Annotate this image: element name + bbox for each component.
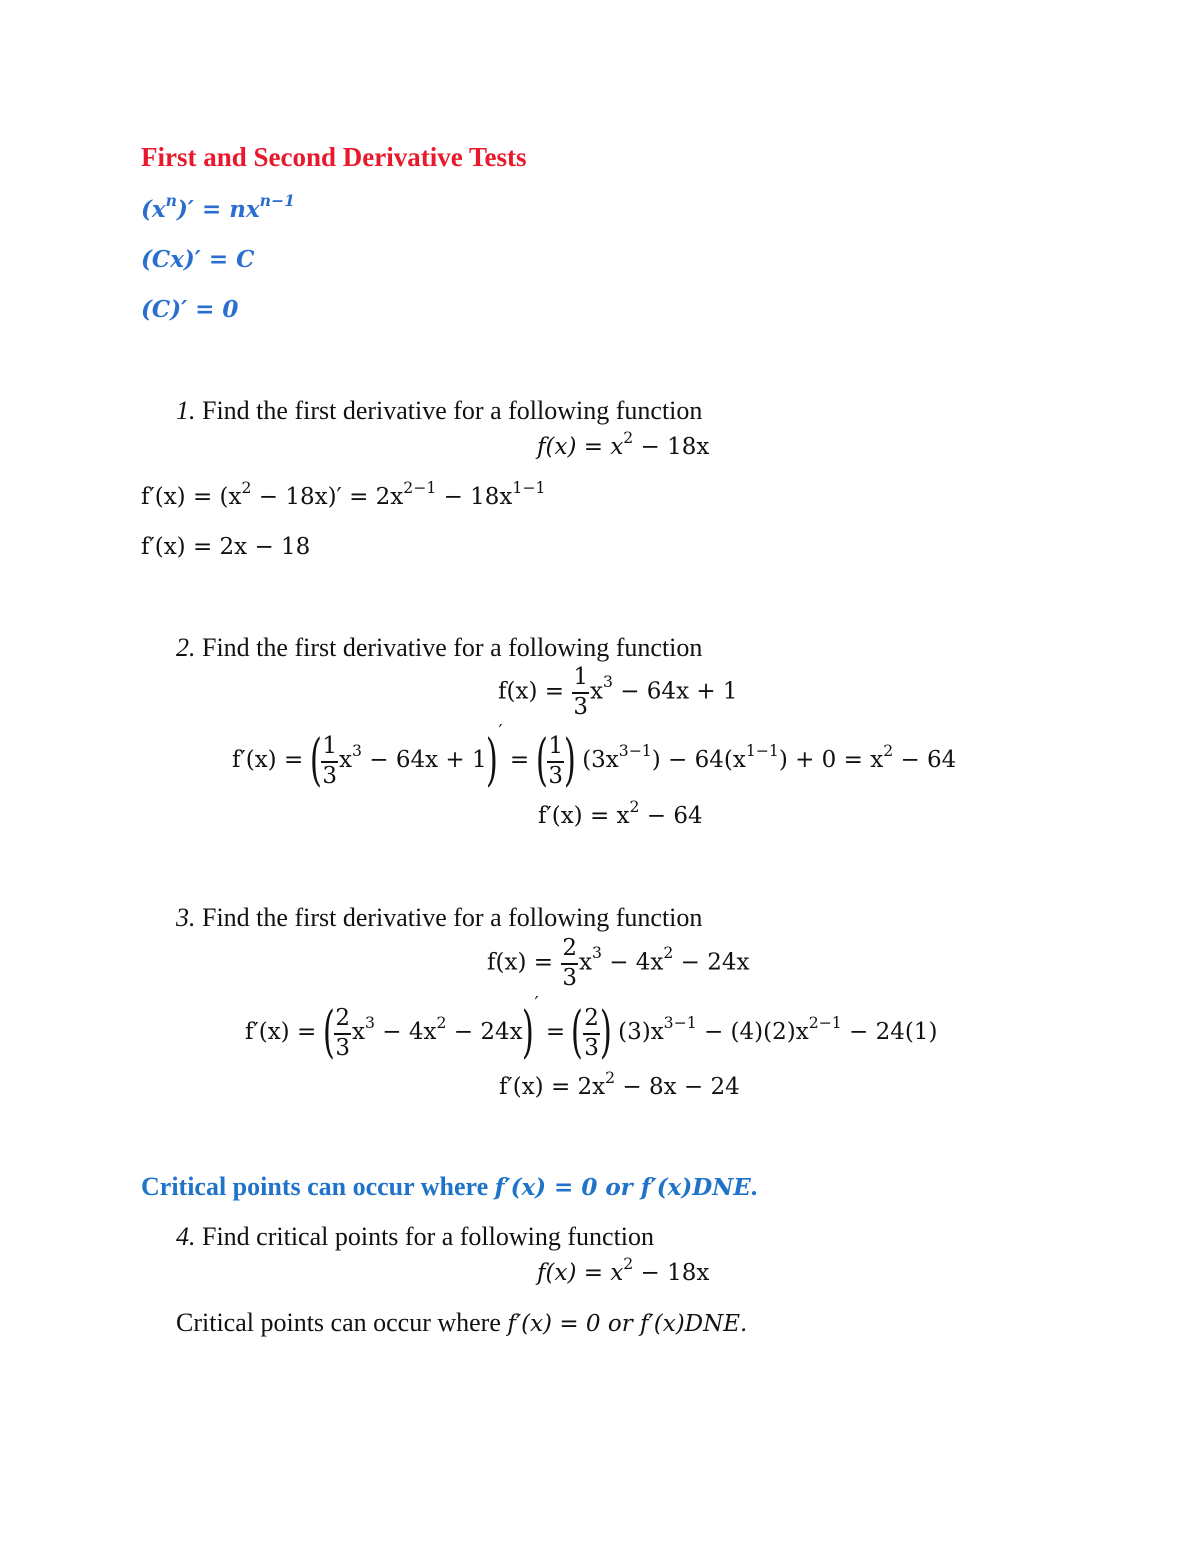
rule-constant-multiple: (Cx)′ = C	[141, 246, 255, 273]
fraction: $\frac{1}{3}$	[322, 732, 338, 789]
problem-number: 2.	[176, 633, 196, 662]
fraction: $\frac{1}{3}$	[548, 732, 564, 789]
page-title: First and Second Derivative Tests	[141, 142, 527, 172]
critical-points-heading: Critical points can occur where f′(x) = 0 or f′(x)DNE.	[141, 1172, 758, 1201]
problem-number: 3.	[176, 903, 196, 932]
problem-2-function: f(x) = $\frac{1}{3}$ $x^3 - 64x + 1$	[498, 664, 738, 720]
problem-4-note: Critical points can occur where f′(x) = 0 or f′(x)DNE.	[176, 1308, 748, 1337]
problem-number: 1.	[176, 396, 196, 425]
problem-1-statement: 1. Find the first derivative for a following function	[176, 396, 703, 425]
problem-3-statement: 3. Find the first derivative for a following function	[176, 903, 703, 932]
problem-number: 4.	[176, 1222, 196, 1251]
problem-4-statement: 4. Find critical points for a following function	[176, 1222, 655, 1251]
fraction: $\frac{2}{3}$	[335, 1004, 351, 1061]
problem-3-step: f′(x) = ( $\frac{2}{3}$ $x^3 - 4x^2 - 24x)'$ = ( $\frac{2}{3}$ ) $(3)x^{3-1} - (4)(2)x^{2-1} - 24(1)$	[245, 993, 938, 1065]
problem-1-function: $f(x) = x^2 - 18x$	[537, 427, 710, 460]
rule-constant: (C)′ = 0	[141, 296, 239, 323]
problem-4-function: $f(x) = x^2 - 18x$	[537, 1253, 710, 1286]
problem-3-function: f(x) = $\frac{2}{3}$ $x^3 - 4x^2 - 24x$	[487, 935, 750, 991]
fraction: $\frac{2}{3}$	[562, 935, 577, 991]
problem-1-step: $f'(x) = (x^2 - 18x)' = 2x^{2-1} - 18x^{1-1}$	[141, 477, 546, 510]
fraction: $\frac{2}{3}$	[584, 1004, 599, 1061]
problem-2-statement: 2. Find the first derivative for a following function	[176, 633, 703, 662]
problem-1-result: f′(x) = 2x − 18	[141, 534, 311, 560]
problem-3-result: $f'(x) = 2x^2 - 8x - 24$	[499, 1067, 740, 1100]
problem-2-step: f′(x) = ( $\frac{1}{3}$ $x^3 - 64x + 1)'$ = ( $\frac{1}{3}$ ) $(3x^{3-1}) - 64(x^{1-1}) + 0 = x^2 - 64$	[232, 721, 957, 793]
problem-2-result: $f'(x) = x^2 - 64$	[538, 796, 703, 829]
fraction: $\frac{1}{3}$	[573, 664, 588, 720]
rule-power: $(x^n)' = nx^{n-1}$	[141, 190, 295, 223]
